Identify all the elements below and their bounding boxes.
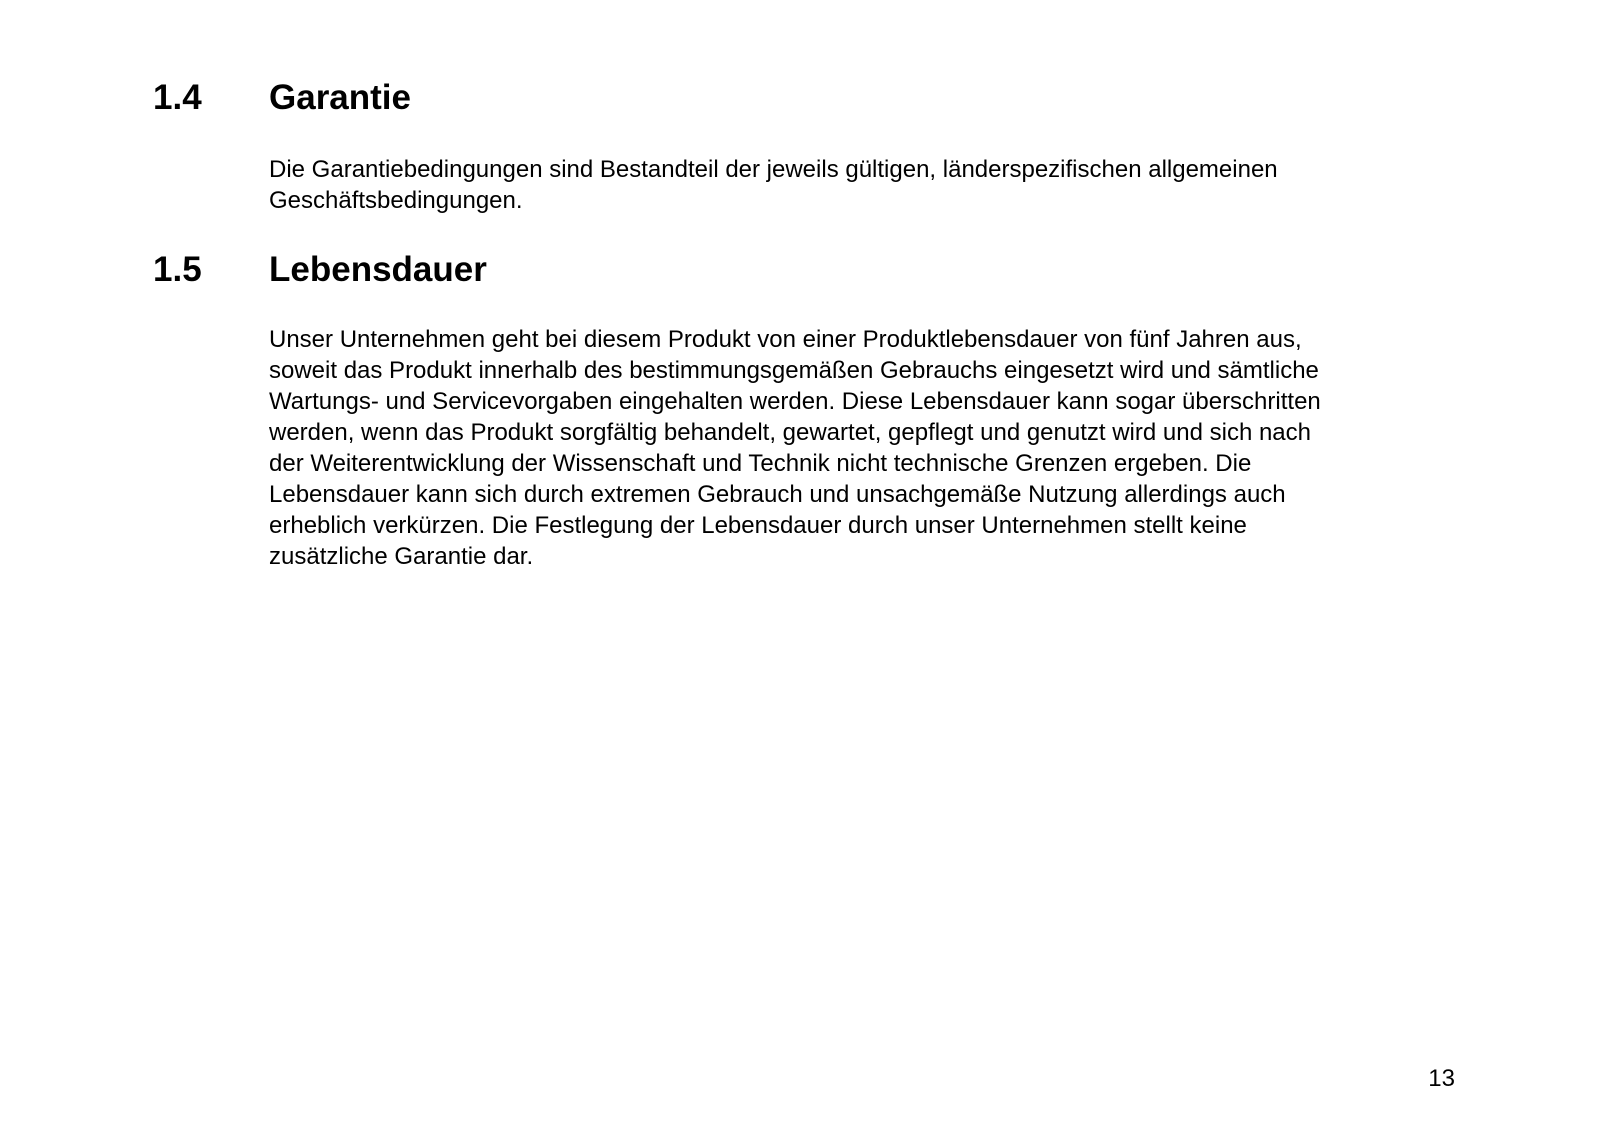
paragraph-line: Wartungs- und Servicevorgaben eingehalten werden. Diese Lebensdauer kann sogar überschritten: [269, 388, 1321, 415]
section-heading: [0, 76, 1600, 120]
section-paragraph: [269, 324, 1469, 572]
paragraph-line: soweit das Produkt innerhalb des bestimmungsgemäßen Gebrauchs eingesetzt wird und sämtliche: [269, 357, 1319, 384]
paragraph-line: Die Garantiebedingungen sind Bestandteil der jeweils gültigen, länderspezifischen allgemeinen: [269, 156, 1278, 183]
section-lebensdauer: [0, 248, 1600, 570]
section-title: Lebensdauer: [269, 250, 487, 289]
section-paragraph: [269, 154, 1469, 216]
section-number: 1.5: [153, 250, 202, 289]
paragraph-line: Geschäftsbedingungen.: [269, 187, 523, 214]
section-garantie: [0, 76, 1600, 214]
page-number: 13: [1428, 1065, 1455, 1092]
paragraph-line: erheblich verkürzen. Die Festlegung der Lebensdauer durch unser Unternehmen stellt keine: [269, 512, 1247, 539]
paragraph-line: der Weiterentwicklung der Wissenschaft und Technik nicht technische Grenzen ergeben. Die: [269, 450, 1252, 477]
section-title: Garantie: [269, 78, 411, 117]
paragraph-line: Unser Unternehmen geht bei diesem Produkt von einer Produktlebensdauer von fünf Jahren aus,: [269, 326, 1302, 353]
paragraph-line: Lebensdauer kann sich durch extremen Gebrauch und unsachgemäße Nutzung allerdings auch: [269, 481, 1286, 508]
section-heading: [0, 248, 1600, 292]
section-number: 1.4: [153, 78, 202, 117]
paragraph-line: werden, wenn das Produkt sorgfältig behandelt, gewartet, gepflegt und genutzt wird und sich nach: [269, 419, 1311, 446]
paragraph-line: zusätzliche Garantie dar.: [269, 543, 534, 570]
